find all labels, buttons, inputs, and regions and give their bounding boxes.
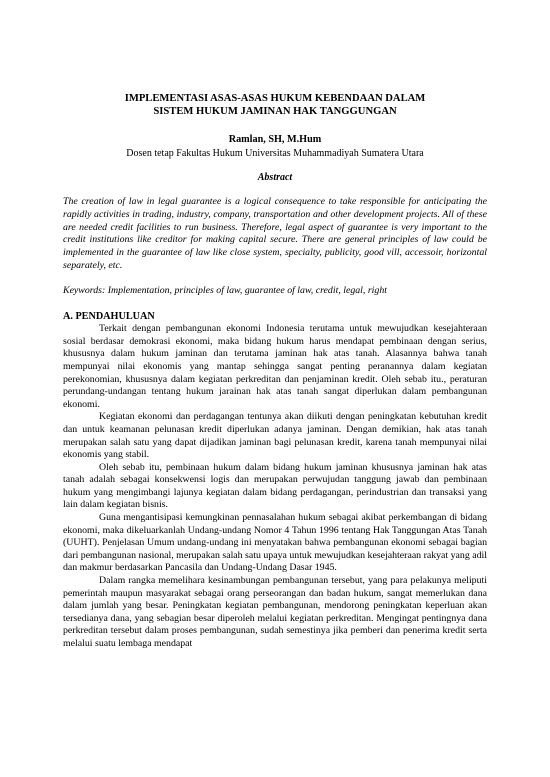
body-paragraph: Dalam rangka memelihara kesinambungan pembangunan tersebut, yang para pelakunya meliputi pemerintah maupun masyarakat sebagai orang perseorangan dan badan hukum, sangat memerlukan dana dalam jumlah yang besar. Peningkatan kegiatan pembangunan, mendorong peningkatan keperluan akan tersedianya dana, yang sebagian besar diperoleh melalui kegiatan perkreditan. Mengingat pentingnya dana perkreditan tersebut dalam proses pembangunan, sudah semestinya jika pemberi dan penerima kredit serta melalui suatu lembaga mendapat (63, 575, 487, 650)
abstract-heading: Abstract (257, 172, 293, 183)
author-name: Ramlan, SH, M.Hum (228, 134, 322, 145)
body-paragraph: Oleh sebab itu, pembinaan hukum dalam bidang hukum jaminan khususnya jaminan hak atas tanah adalah sebagai konsekwensi logis dan merupakan perwujudan tanggung jawab dan pembinaan hukum yang mengimbangi lajunya kegiatan dalam bidang perdagangan, perindustrian dan transaksi yang lain dalam kegiatan bisnis. (63, 461, 487, 511)
body-paragraph: Terkait dengan pembangunan ekonomi Indonesia terutama untuk mewujudkan kesejahteraan sosial berdasar demokrasi ekonomi, maka bidang hukum harus mendapat pembinaan dengan serius, khususnya dalam hukum jaminan dan terutama jaminan hak atas tanah. Alasannya bahwa tanah mempunyai nilai ekonomis yang mantap sehingga sangat penting peranannya dalam kegiatan perekonomian, khususnya dalam kegiatan perkreditan dan penjaminan kredit. Oleh sebab itu., peraturan perundang-undangan tentang hukum jarainan hak atas tanah sangat diperlukan dalam pembangunan ekonomi. (63, 323, 487, 410)
abstract-text: The creation of law in legal guarantee is a logical consequence to take responsible for anticipating the rapidly activities in trading, industry, company, transportation and other development projects. All of these are needed credit facilities to run business. Therefore, legal aspect of guarantee is very important to the credit institutions like creditor for making capital secure. There are general principles of law could be implemented in the guarantee of law like close system, specialty, publicity, good vill, accessoir, horizontal separately, etc. (63, 196, 487, 271)
section-heading: A. PENDAHULUAN (63, 310, 155, 322)
body-paragraph: Guna mengantisipasi kemungkinan pennasalahan hukum sebagai akibat perkembangan di bidang ekonomi, maka dikeluarkanlah Undang-undang Nomor 4 Tahun 1996 tentang Hak Tanggungan Atas Tanah (UUHT). Penjelasan Umum undang-undang ini menyatakan bahwa pembangunan ekonomi sebagai bagian dari pembangunan nasional, merupakan salah satu upaya untuk mewujudkan kesejahteraan rakyat yang adil dan makmur berdasarkan Pancasila dan Undang-Undang Dasar 1945. (63, 512, 487, 574)
title-line-1: IMPLEMENTASI ASAS-ASAS HUKUM KEBENDAAN DALAM (124, 93, 426, 104)
paper-title (63, 92, 487, 118)
keywords: Keywords: Implementation, principles of law, guarantee of law, credit, legal, right (63, 284, 387, 296)
author-affiliation: Dosen tetap Fakultas Hukum Universitas Muhammadiyah Sumatera Utara (126, 148, 424, 159)
body-paragraph: Kegiatan ekonomi dan perdagangan tentunya akan diikuti dengan peningkatan kebutuhan kredit dan untuk keamanan pelunasan kredit diperlukan adanya jaminan. Dengan demikian, hak atas tanah merupakan salah satu yang dapat dijadikan jaminan bagi pelunasan kredit, karena tanah mempunyai nilai ekonomis yang stabil. (63, 411, 487, 461)
title-line-2: SISTEM HUKUM JAMINAN HAK TANGGUNGAN (153, 106, 397, 117)
document-page (63, 92, 487, 651)
